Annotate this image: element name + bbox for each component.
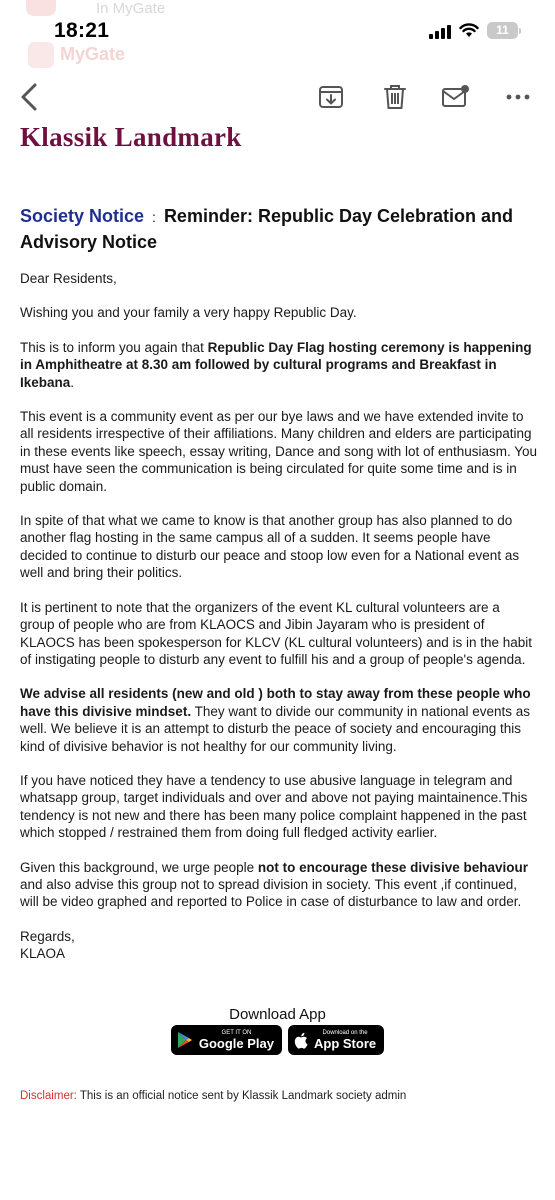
- notice-title: Reminder: Republic Day Celebration and Advisory Notice: [20, 206, 514, 252]
- notification-ghost-app: MyGate: [60, 44, 126, 64]
- app-store-button[interactable]: [288, 1025, 384, 1055]
- status-bar: [0, 0, 555, 62]
- store-badges: [0, 1025, 555, 1055]
- notice-label: Society Notice: [20, 206, 145, 226]
- p1-intro: This is to inform you again that: [20, 339, 208, 355]
- disclaimer-label: Disclaimer:: [20, 1090, 77, 1102]
- notice-colon: :: [152, 209, 156, 225]
- archive-icon: [318, 84, 344, 110]
- paragraph-4: It is pertinent to note that the organizers of the event KL cultural volunteers are a group of people who are from KLAOCS and Jibin Jayaram who is president of KLAOCS has been spokesperson for KLCV (KL cultural volunteers) and is in the habit of instigating people to disturb any event to fulfill his and a group of people's agenda.: [20, 599, 533, 667]
- apple-icon: [294, 1032, 308, 1049]
- status-icons: [429, 22, 521, 39]
- message-text: [20, 270, 538, 963]
- p1-end: .: [70, 374, 75, 390]
- google-big-text: Google Play: [198, 1035, 274, 1051]
- p5-bold: We advise all residents (new and old ) both to stay away from these people who have this divisive mindset.: [20, 686, 531, 719]
- p7-intro: Given this background, we urge people: [20, 859, 258, 875]
- wifi-icon: [459, 23, 479, 39]
- disclaimer-text: This is an official notice sent by Klassik Landmark society admin: [76, 1090, 407, 1102]
- paragraph-2: This event is a community event as per our bye laws and we have extended invite to all residents irrespective of their affiliations. Many children and elders are participating in these events like speech, essay writing, Dance and song with lot of enthusiasm. You must have seen the communication is being circulated for quite some time and is in public domain.: [20, 409, 538, 494]
- status-time: 18:21: [54, 19, 110, 42]
- signature: KLAOA: [20, 946, 66, 962]
- battery-icon: 11: [487, 22, 518, 39]
- regards: Regards,: [20, 928, 75, 944]
- google-play-button[interactable]: [171, 1025, 282, 1055]
- apple-big-text: App Store: [314, 1035, 377, 1051]
- download-title: Download App: [229, 1006, 326, 1023]
- back-button[interactable]: [12, 80, 46, 114]
- google-play-icon: [177, 1031, 193, 1049]
- disclaimer: [20, 1090, 406, 1102]
- p5-rest: They want to divide our community in national events as well. We believe it is an attempt to disturb the peace of society and encouraging this kind of divisive behavior is not healthy for our community living.: [20, 703, 531, 754]
- paragraph-7: [20, 859, 538, 911]
- greeting: Dear Residents,: [20, 271, 117, 286]
- notification-ghost-app-icon: [28, 42, 54, 68]
- p7-bold: not to encourage these divisive behaviour: [257, 859, 528, 875]
- google-small-text: GET IT ON: [221, 1029, 252, 1036]
- trash-icon: [383, 84, 407, 110]
- notice-heading: [20, 204, 530, 255]
- battery-tip: [519, 28, 521, 34]
- paragraph-5: [20, 685, 538, 755]
- apple-small-text: Download on the: [322, 1029, 368, 1036]
- notification-ghost-icon: [26, 0, 56, 16]
- chevron-left-icon: [19, 82, 39, 112]
- wishes: Wishing you and your family a very happy Republic Day.: [20, 305, 357, 321]
- delete-button[interactable]: [378, 80, 412, 114]
- mail-unread-icon: [441, 84, 471, 110]
- more-horizontal-icon: [506, 93, 530, 101]
- mark-unread-button[interactable]: [439, 80, 473, 114]
- signal-icon: [429, 23, 451, 39]
- download-app-section: [0, 1006, 555, 1055]
- paragraph-3: In spite of that what we came to know is that another group has also planned to do another flag hosting in the same campus all of a sudden. It seems people have decided to continue to disturb our peace and stoop low even for a National event as well and bring their politics.: [20, 513, 520, 581]
- paragraph-6: If you have noticed they have a tendency to use abusive language in telegram and whatsapp group, target individuals and over and above not paying maintainence.This tendency is not new and there has been many police complaint happened in the past which stopped / restrained them from doing full fledged activity earlier.: [20, 772, 528, 841]
- p7-rest: and also advise this group not to spread division in society. This event ,if continued, will be video graphed and reported to Police in case of disturbance to law and order.: [20, 876, 522, 910]
- more-button[interactable]: [501, 80, 535, 114]
- p1-bold: Republic Day Flag hosting ceremony is happening in Amphitheatre at 8.30 am followed by cultural programs and Breakfast in Ikebana: [20, 339, 532, 390]
- notification-ghost-text: In MyGate: [96, 0, 166, 17]
- archive-button[interactable]: [314, 80, 348, 114]
- paragraph-1: [20, 339, 538, 391]
- mail-toolbar: [0, 72, 555, 122]
- brand-title: Klassik Landmark: [20, 122, 242, 152]
